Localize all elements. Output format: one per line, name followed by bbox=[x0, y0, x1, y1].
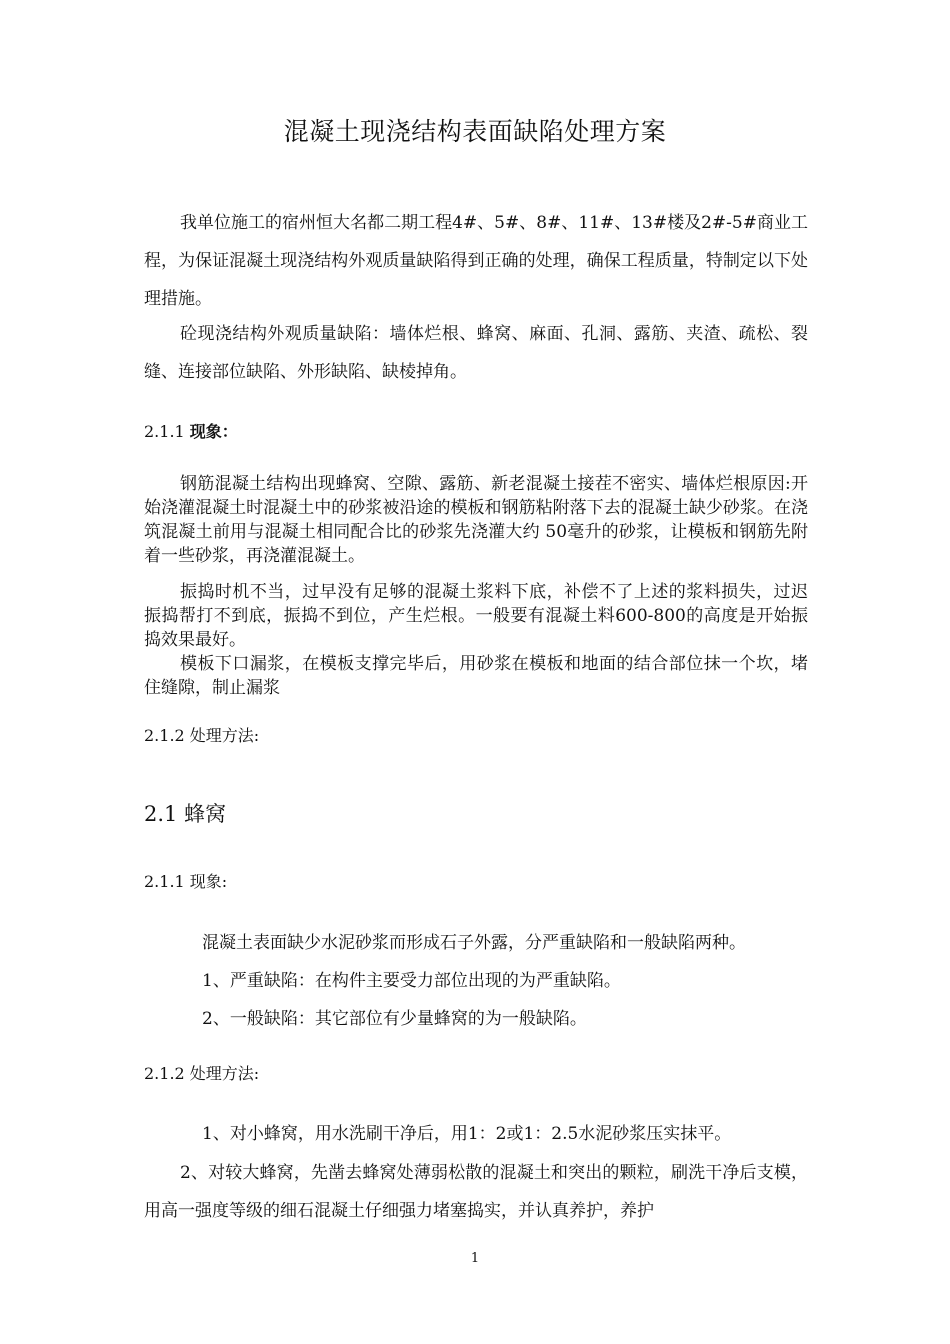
intro-paragraph-1: 我单位施工的宿州恒大名都二期工程4#、5#、8#、11#、13#楼及2#-5#商业工程，为保证混凝土现浇结构外观质量缺陷得到正确的处理，确保工程质量，特制定以下处理措施。 bbox=[144, 213, 808, 309]
page-number: 1 bbox=[470, 1251, 480, 1266]
phenomenon-paragraph-2: 振捣时机不当，过早没有足够的混凝土浆料下底，补偿不了上述的浆料损失，过迟振捣帮打不到底，振捣不到位，产生烂根。一般要有混凝土料600-800的高度是开始振捣效果最好。 bbox=[144, 582, 808, 650]
honeycomb-section-title: 2.1 蜂窝 bbox=[144, 802, 227, 826]
honeycomb-paragraph-1: 混凝土表面缺少水泥砂浆而形成石子外露，分严重缺陷和一般缺陷两种。 bbox=[202, 933, 746, 953]
phenomenon-paragraph-3: 模板下口漏浆，在模板支撑完毕后，用砂浆在模板和地面的结合部位抹一个坎，堵住缝隙，制止漏浆 bbox=[144, 654, 808, 698]
section-heading-phenomenon bbox=[144, 420, 808, 444]
honeycomb-paragraph-3: 2、一般缺陷：其它部位有少量蜂窝的为一般缺陷。 bbox=[202, 1009, 587, 1029]
honeycomb-paragraph-2: 1、严重缺陷：在构件主要受力部位出现的为严重缺陷。 bbox=[202, 971, 621, 991]
section-heading-label: 现象： bbox=[189, 422, 238, 441]
section-heading-number: 2.1.1 bbox=[144, 422, 190, 441]
honeycomb-method-heading: 2.1.2 处理方法: bbox=[144, 1064, 260, 1083]
method-item-2: 2、对较大蜂窝，先凿去蜂窝处薄弱松散的混凝土和突出的颗粒，刷洗干净后支模，用高一强度等级的细石混凝土仔细强力堵塞捣实，并认真养护，养护 bbox=[144, 1163, 808, 1221]
method-item-1: 1、对小蜂窝，用水洗刷干净后，用1：2或1：2.5水泥砂浆压实抹平。 bbox=[202, 1124, 732, 1144]
document-title: 混凝土现浇结构表面缺陷处理方案 bbox=[283, 117, 667, 146]
honeycomb-phenomenon-heading: 2.1.1 现象: bbox=[144, 872, 228, 891]
method-heading-1: 2.1.2 处理方法: bbox=[144, 726, 260, 745]
phenomenon-paragraph-1: 钢筋混凝土结构出现蜂窝、空隙、露筋、新老混凝土接茬不密实、墙体烂根原因:开始浇灌混凝土时混凝土中的砂浆被沿途的模板和钢筋粘附落下去的混凝土缺少砂浆。在浇筑混凝土前用与混凝土相同配合比的砂浆先浇灌大约 50毫升的砂浆，让模板和钢筋先附着一些砂浆，再浇灌混凝土。 bbox=[144, 474, 808, 566]
intro-paragraph-2: 砼现浇结构外观质量缺陷：墙体烂根、蜂窝、麻面、孔洞、露筋、夹渣、疏松、裂缝、连接部位缺陷、外形缺陷、缺棱掉角。 bbox=[144, 324, 808, 382]
